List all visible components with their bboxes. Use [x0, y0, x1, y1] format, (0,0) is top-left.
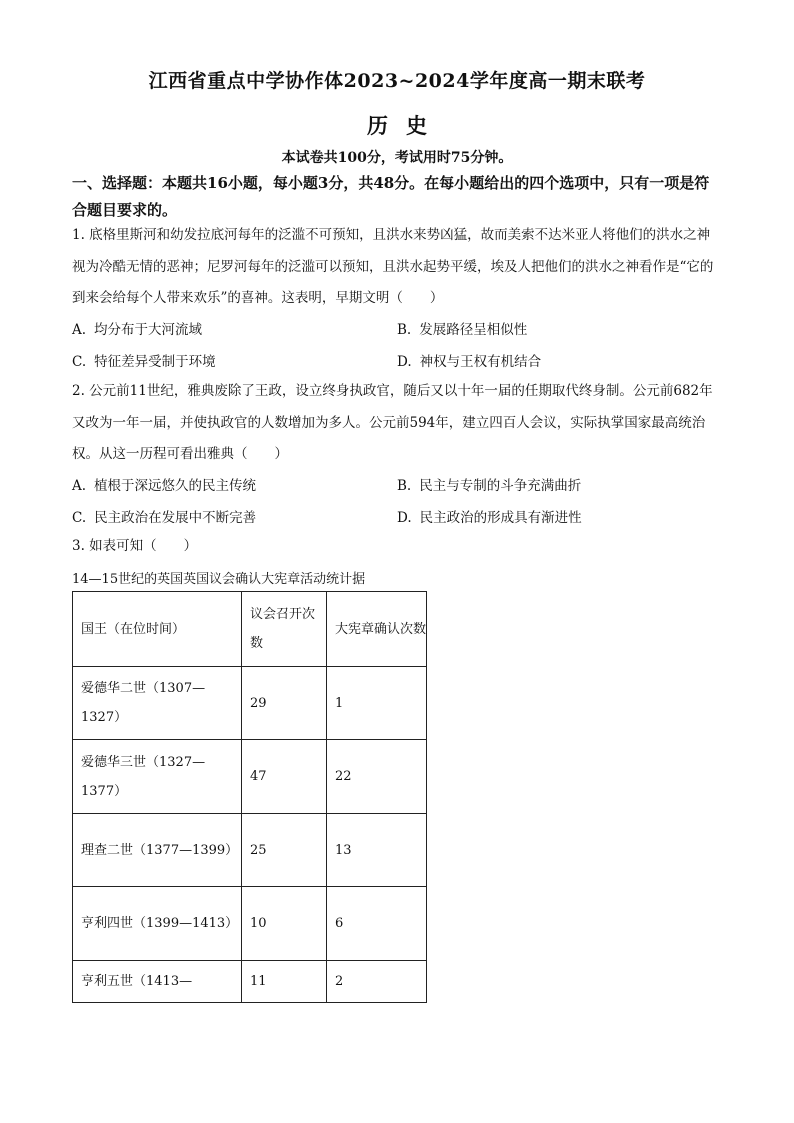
option-letter: C. — [72, 354, 87, 370]
table-row — [73, 887, 427, 961]
option-text: 民主政治的形成具有渐进性 — [419, 510, 582, 526]
question-3-stem: 3. 如表可知（ ） — [72, 538, 198, 554]
q2-option-a — [72, 474, 256, 494]
table-cell: 理查二世（1377—1399） — [73, 814, 242, 887]
option-text: 植根于深远悠久的民主传统 — [94, 478, 257, 494]
table-cell: 爱德华二世（1307—1327） — [73, 667, 242, 740]
table-row — [73, 814, 427, 887]
table-cell: 11 — [242, 961, 327, 1003]
q2-option-b — [397, 474, 581, 494]
table-row — [73, 740, 427, 814]
option-text: 民主与专制的斗争充满曲折 — [419, 478, 582, 494]
table-cell: 2 — [327, 961, 427, 1003]
section-heading: 一、选择题：本题共16小题，每小题3分，共48分。在每小题给出的四个选项中，只有一项是符合题目要求的。 — [72, 174, 710, 219]
q1-option-b — [397, 318, 527, 338]
subject-title: 历史 — [367, 113, 445, 138]
q2-option-c — [72, 506, 256, 526]
table-row — [73, 667, 427, 740]
table-cell: 13 — [327, 814, 427, 887]
option-letter: D. — [397, 354, 412, 370]
option-letter: C. — [72, 510, 87, 526]
table-header-cell: 议会召开次数 — [242, 592, 327, 667]
q1-option-a — [72, 318, 202, 338]
option-text: 发展路径呈相似性 — [419, 322, 528, 338]
question-2-stem: 2. 公元前11世纪，雅典废除了王政，设立终身执政官，随后又以十年一届的任期取代终身制。公元前682年又改为一年一届，并使执政官的人数增加为多人。公元前594年，建立四百人会议，实际执掌国家最高统治权。从这一历程可看出雅典（ ） — [72, 383, 713, 462]
table-cell: 25 — [242, 814, 327, 887]
table-row — [73, 961, 427, 1003]
table-cell: 爱德华三世（1327—1377） — [73, 740, 242, 814]
q1-option-d — [397, 350, 541, 370]
exam-title: 江西省重点中学协作体2023~2024学年度高一期末联考 — [148, 70, 646, 92]
exam-info: 本试卷共100分，考试用时75分钟。 — [281, 150, 513, 166]
table-cell: 亨利四世（1399—1413） — [73, 887, 242, 961]
table-cell: 22 — [327, 740, 427, 814]
table-cell: 29 — [242, 667, 327, 740]
table-cell: 亨利五世（1413— — [73, 961, 242, 1003]
option-letter: B. — [397, 322, 412, 338]
option-text: 均分布于大河流域 — [94, 322, 203, 338]
q1-option-c — [72, 350, 216, 370]
option-text: 特征差异受制于环境 — [94, 354, 216, 370]
option-text: 神权与王权有机结合 — [419, 354, 542, 370]
option-letter: A. — [72, 322, 87, 338]
table-header-row — [73, 592, 427, 667]
option-letter: A. — [72, 478, 87, 494]
table-header-cell: 国王（在位时间） — [73, 592, 242, 667]
question-1-stem: 1. 底格里斯河和幼发拉底河每年的泛滥不可预知，且洪水来势凶猛，故而美索不达米亚人将他们的洪水之神视为冷酷无情的恶神；尼罗河每年的泛滥可以预知，且洪水起势平缓，埃及人把他们的洪水之神看作是“它的到来会给每个人带来欢乐”的喜神。这表明，早期文明（ ） — [72, 227, 714, 306]
q2-option-d — [397, 506, 582, 526]
table-cell: 6 — [327, 887, 427, 961]
table-caption: 14—15世纪的英国英国议会确认大宪章活动统计据 — [72, 572, 366, 587]
option-text: 民主政治在发展中不断完善 — [94, 510, 257, 526]
magna-carta-table — [72, 591, 427, 1003]
option-letter: D. — [397, 510, 412, 526]
table-cell: 47 — [242, 740, 327, 814]
table-header-cell: 大宪章确认次数 — [327, 592, 427, 667]
option-letter: B. — [397, 478, 412, 494]
table-cell: 10 — [242, 887, 327, 961]
table-cell: 1 — [327, 667, 427, 740]
